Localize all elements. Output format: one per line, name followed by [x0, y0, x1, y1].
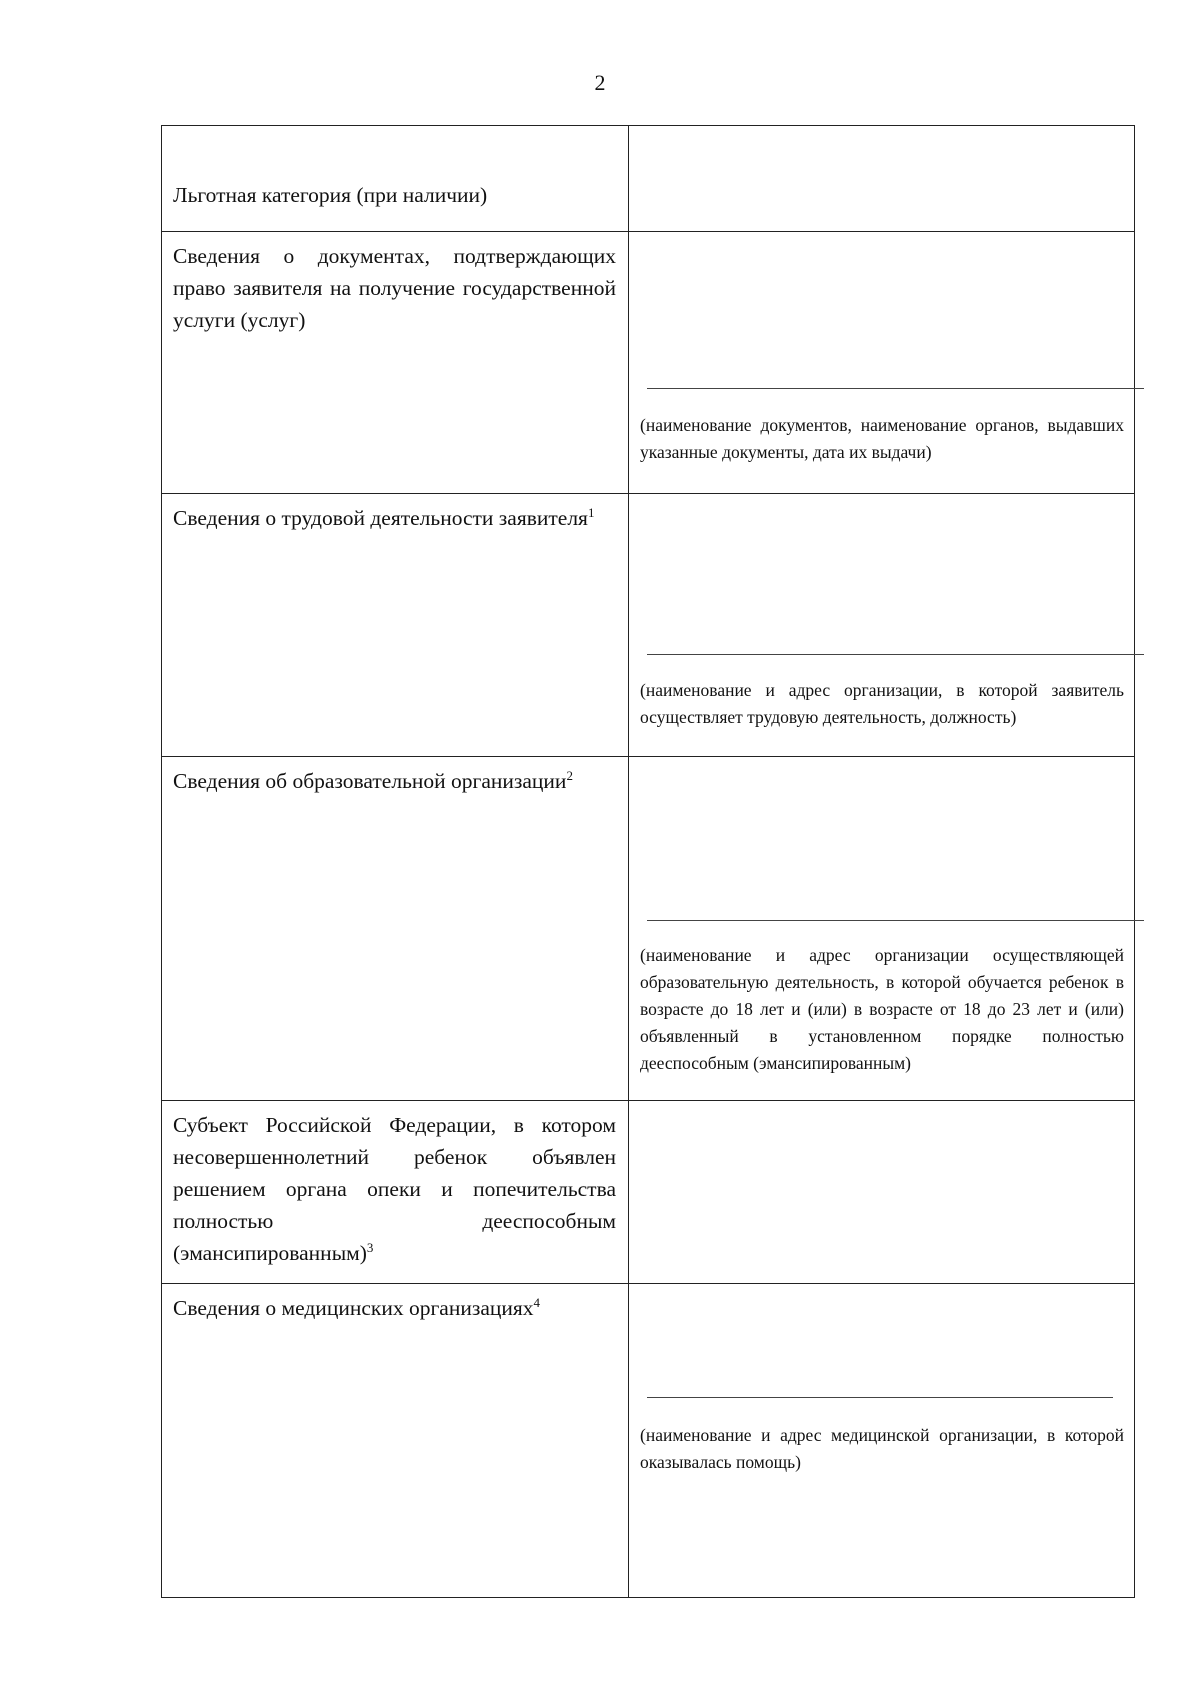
- field-value-cell[interactable]: [629, 757, 1135, 1101]
- footnote-marker: 1: [587, 504, 595, 520]
- field-label-cell: [162, 126, 629, 232]
- fill-line: [647, 920, 1144, 921]
- field-value-cell[interactable]: [629, 1284, 1135, 1598]
- field-label-cell: [162, 232, 629, 494]
- footnote-marker: 2: [566, 767, 573, 783]
- field-label-cell: [162, 757, 629, 1101]
- field-value-cell[interactable]: [629, 232, 1135, 494]
- fill-line: [647, 654, 1144, 655]
- field-value-cell[interactable]: [629, 1101, 1135, 1284]
- field-label-cell: [162, 1284, 629, 1598]
- field-label: Сведения о медицинских организациях: [173, 1296, 534, 1320]
- field-value-cell[interactable]: [629, 494, 1135, 757]
- table-row: [162, 1284, 1135, 1598]
- field-label: Сведения о документах, подтверждающих право заявителя на получение государственной услуги (услуг): [173, 244, 616, 332]
- fill-line: [647, 1397, 1113, 1398]
- field-label-cell: [162, 494, 629, 757]
- field-value-cell[interactable]: [629, 126, 1135, 232]
- field-label: Субъект Российской Федерации, в котором несовершеннолетний ребенок объявлен решением органа опеки и попечительства полностью дееспособным (эмансипированным): [173, 1113, 616, 1265]
- table-row: [162, 1101, 1135, 1284]
- field-label: Сведения о трудовой деятельности заявителя: [173, 506, 588, 530]
- field-hint: (наименование документов, наименование органов, выдавших указанные документы, дата их выдачи): [640, 415, 1124, 462]
- table-row: [162, 757, 1135, 1101]
- footnote-marker: 3: [366, 1239, 374, 1255]
- application-form-table: [161, 125, 1135, 1598]
- table-row: [162, 494, 1135, 757]
- field-hint: (наименование и адрес медицинской организации, в которой оказывалась помощь): [640, 1425, 1124, 1472]
- field-label-cell: [162, 1101, 629, 1284]
- field-label: Сведения об образовательной организации: [173, 769, 567, 793]
- table-row: [162, 126, 1135, 232]
- page-number: 2: [594, 70, 606, 95]
- footnote-marker: 4: [533, 1294, 541, 1310]
- field-label: Льготная категория (при наличии): [173, 183, 488, 207]
- table-row: [162, 232, 1135, 494]
- field-hint: (наименование и адрес организации, в которой заявитель осуществляет трудовую деятельность, должность): [640, 680, 1124, 727]
- field-hint: (наименование и адрес организации осуществляющей образовательную деятельность, в которой обучается ребенок в возрасте до 18 лет и (или) в возрасте от 18 до 23 лет и (или) объявленный в установленном порядке полностью дееспособным (эмансипированным): [640, 945, 1124, 1073]
- fill-line: [647, 388, 1144, 389]
